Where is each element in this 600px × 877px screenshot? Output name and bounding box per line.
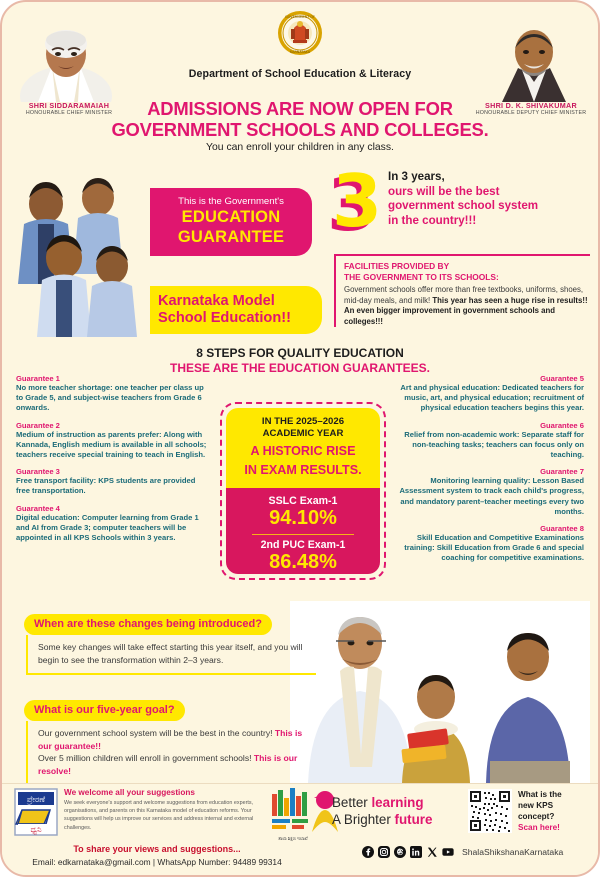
guarantees-right-column [392, 374, 584, 571]
cm-with-student-photo [290, 601, 590, 783]
guarantee-banner-title-1: EDUCATION [181, 208, 281, 226]
social-media-links [362, 846, 563, 858]
headline-line-1: ADMISSIONS ARE NOW OPEN FOR [147, 98, 453, 119]
karnataka-model-line-1: Karnataka Model [158, 293, 275, 309]
guarantee-label: Guarantee 1 [16, 374, 60, 383]
guarantee-item [16, 467, 208, 496]
qr-caption-line-1: What is the [518, 790, 562, 799]
tagline-line-2-plain: A Brighter [332, 812, 395, 827]
exam-results-header [226, 408, 380, 488]
qr-scan-here: Scan here! [518, 823, 560, 832]
kps-qr-code[interactable] [468, 789, 512, 833]
government-of-karnataka-emblem-icon [277, 10, 323, 56]
exam-results-values [226, 488, 380, 574]
facilities-heading [344, 261, 590, 282]
steps-heading: 8 STEPS FOR QUALITY EDUCATION [196, 346, 404, 360]
chief-minister-name: SHRI SIDDARAMAIAH [28, 101, 110, 110]
x-icon[interactable] [426, 846, 438, 858]
deputy-chief-minister-name: SHRI D. K. SHIVAKUMAR [484, 101, 578, 110]
exam-name: SSLC Exam-1 [268, 494, 338, 507]
facilities-heading-line-2: THE GOVERNMENT TO ITS SCHOOLS: [344, 271, 499, 282]
kps-qr-caption [518, 789, 598, 833]
tagline-line-2-accent: future [394, 812, 433, 827]
steps-heading-block [2, 346, 598, 375]
karnataka-model-line-2: School Education!! [158, 310, 291, 326]
guarantee-label: Guarantee 6 [540, 420, 584, 430]
guarantee-label: Guarantee 2 [16, 420, 60, 430]
qa-answer-2 [26, 721, 316, 786]
svg-text:ಧ್ವನಿ: ಧ್ವನಿ [30, 825, 42, 834]
chief-minister-title: HONOURABLE CHIEF MINISTER [25, 110, 113, 116]
tagline-line-1 [332, 794, 432, 811]
department-title: Department of School Education & Literacy [188, 68, 412, 80]
guarantee-text: Relief from non-academic work: Separate staff for non-teaching tasks; teachers can focus only on teaching. [404, 429, 584, 460]
chief-minister-portrait [8, 10, 124, 102]
linkedin-icon[interactable] [410, 846, 422, 858]
svg-text:KARNATAKA: KARNATAKA [289, 50, 311, 54]
guarantee-label: Guarantee 7 [540, 467, 584, 477]
facilities-heading-line-1: FACILITIES PROVIDED BY [344, 261, 450, 271]
youtube-icon[interactable] [442, 846, 454, 858]
guarantee-item [16, 421, 208, 461]
deputy-chief-minister-title: HONOURABLE DEPUTY CHIEF MINISTER [475, 110, 587, 116]
prerane-dhwani-logo-icon [14, 788, 58, 836]
guarantee-text: Skill Education and Competitive Examinations training: Skill Education from Grade 6 and special coaching for competitive examinations. [404, 533, 584, 563]
poster-footer [2, 783, 600, 875]
guarantee-banner-title-2: GUARANTEE [177, 228, 285, 246]
guarantee-item [392, 524, 584, 564]
qa-answer-2-part-1: Our government school system will be the best in the country! [38, 728, 275, 738]
tagline-line-2 [332, 811, 432, 828]
welcome-suggestions-block [64, 788, 264, 832]
main-headline [2, 98, 598, 140]
guarantee-item [392, 421, 584, 461]
guarantees-left-column [16, 374, 208, 550]
welcome-body: We seek everyone's support and welcome suggestions from education experts, organisations, and parents on this Karnataka model of education reforms. Your suggestions will help us improve our services and address internal and external challenges. [64, 800, 254, 831]
facilities-body-normal: Government schools offer more than free textbooks, uniforms, shoes, mid-day meals, and milk! [344, 285, 584, 305]
historic-rise-line-1: A HISTORIC RISE [250, 444, 356, 458]
instagram-icon[interactable] [378, 846, 390, 858]
deputy-chief-minister-portrait [476, 10, 592, 102]
qa-answer-2-bold-1: This is our guarantee!! [38, 728, 303, 751]
share-title: To share your views and suggestions... [73, 844, 241, 854]
exam-value: 94.10% [269, 506, 337, 529]
three-years-callout [332, 159, 594, 243]
guarantee-item [16, 504, 208, 544]
guarantee-item [392, 374, 584, 414]
academic-year-line-1: IN THE 2025–2026 [261, 416, 345, 427]
education-guarantee-banner [150, 188, 312, 256]
guarantee-text: Medium of instruction as parents prefer: Along with Kannada, English medium is available in all schools; teachers receive special training to teach in English. [16, 429, 207, 460]
three-years-line-4: in the country!!! [388, 213, 477, 227]
qa-block-2 [24, 700, 316, 786]
exam-results-inner [226, 408, 380, 574]
share-contact-block [12, 844, 302, 867]
guarantee-text: Art and physical education: Dedicated teachers for music, art, and physical education; recruitment of physical education teachers begins this year. [400, 383, 584, 413]
guarantee-text: No more teacher shortage: one teacher per class up to Grade 5, and subject-wise teachers from Grade 6 onwards. [16, 383, 204, 413]
historic-rise-line-2: IN EXAM RESULTS. [244, 463, 362, 478]
tagline-line-1-plain: Better [332, 795, 372, 810]
exam-value: 86.48% [269, 550, 337, 573]
contact-line[interactable]: Email: edkarnataka@gmail.com | WhatsApp Number: 94489 99314 [32, 857, 282, 867]
qr-caption-line-3: concept? [518, 812, 555, 821]
qa-answer-1: Some key changes will take effect starting this year itself, and you will begin to see the transformation within 2–3 years. [26, 635, 316, 675]
guarantee-text: Digital education: Computer learning from Grade 1 and AI from Grade 3; computer teachers will be appointed in all KPS Schools within 3 years. [16, 512, 199, 543]
books-logo-caption: ಶಾಲಾ ಶಿಕ್ಷಣ ಇಲಾಖೆ [278, 836, 308, 841]
facebook-icon[interactable] [362, 846, 374, 858]
guarantee-text: Monitoring learning quality: Lesson Based Assessment system to track each child's progress, and mandatory parent–teacher meetings every two months. [399, 476, 584, 516]
school-children-photo [12, 162, 147, 337]
facilities-box [334, 254, 590, 327]
poster-header [2, 2, 598, 162]
three-years-line-1: In 3 years, [388, 170, 445, 183]
guarantee-label: Guarantee 3 [16, 467, 60, 477]
facilities-body [344, 285, 590, 327]
svg-text:ಪ್ರೇರಣೆ: ಪ್ರೇರಣೆ [26, 795, 46, 804]
guarantee-label: Guarantee 4 [16, 503, 60, 513]
karnataka-model-banner [150, 286, 322, 334]
guarantee-label: Guarantee 8 [540, 524, 584, 534]
guarantee-item [392, 467, 584, 517]
qa-question-2: What is our five-year goal? [24, 700, 185, 721]
steps-subheading: THESE ARE THE EDUCATION GUARANTEES. [169, 361, 430, 375]
guarantee-text: Free transport facility: KPS students are provided free transportation. [16, 476, 196, 496]
qa-answer-2-bold-2: This is our resolve! [38, 753, 298, 776]
qa-block-1 [24, 614, 316, 675]
welcome-title: We welcome all your suggestions [64, 788, 195, 797]
threads-icon[interactable] [394, 846, 406, 858]
better-learning-tagline [332, 794, 432, 828]
exam-results-card [220, 402, 386, 580]
svg-text:GOVERNMENT OF: GOVERNMENT OF [285, 15, 315, 19]
headline-line-2: GOVERNMENT SCHOOLS AND COLLEGES. [111, 119, 489, 140]
qa-question-1: When are these changes being introduced? [24, 614, 272, 635]
three-years-line-2: ours will be the best [388, 184, 500, 198]
three-years-text [388, 170, 538, 228]
exam-name: 2nd PUC Exam-1 [260, 538, 346, 551]
guarantee-label: Guarantee 5 [540, 374, 584, 383]
qr-caption-line-2: new KPS [518, 801, 554, 810]
sub-headline: You can enroll your children in any class. [206, 142, 394, 153]
three-years-number: 3 [332, 159, 383, 243]
guarantee-item [16, 374, 208, 414]
qa-answer-2-part-2: Over 5 million children will enroll in government schools! [38, 753, 254, 764]
facilities-body-bold: This year has seen a huge rise in results!! An even bigger improvement in government schools and colleges!!! [344, 295, 588, 326]
three-years-line-3: government school system [388, 199, 539, 213]
tagline-line-1-accent: learning [371, 795, 424, 810]
results-divider [252, 534, 354, 535]
guarantee-banner-prefix: This is the Government's [178, 196, 284, 207]
social-handle: ShalaShikshanaKarnataka [462, 847, 564, 857]
academic-year-line-2: ACADEMIC YEAR [262, 428, 344, 439]
